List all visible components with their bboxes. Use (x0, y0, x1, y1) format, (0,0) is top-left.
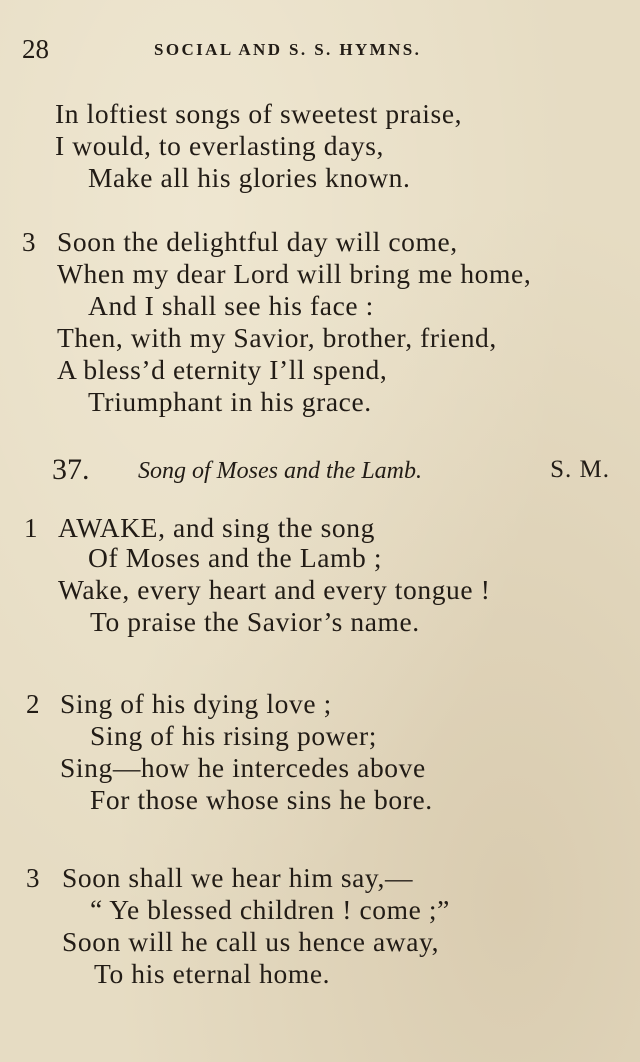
stanza-number: 3 (26, 863, 40, 893)
hymn-title: Song of Moses and the Lamb. (138, 458, 422, 484)
verse-line: And I shall see his face : (88, 290, 374, 321)
verse-line: Sing of his rising power; (90, 720, 377, 751)
verse-line: To his eternal home. (94, 958, 331, 989)
verse-line: Soon shall we hear him say,— (62, 862, 414, 893)
running-head: SOCIAL AND S. S. HYMNS. (154, 40, 422, 59)
verse-line: Soon the delightful day will come, (57, 226, 458, 257)
stanza-number: 3 (22, 227, 36, 257)
verse-line: AWAKE, and sing the song (58, 512, 375, 543)
verse-line: Sing—how he intercedes above (60, 752, 426, 783)
verse-line: To praise the Savior’s name. (90, 606, 420, 637)
page-header (22, 34, 622, 64)
verse-line: “ Ye blessed children ! come ;” (90, 894, 450, 925)
stanza-number: 2 (26, 689, 40, 719)
stanza-number: 1 (24, 513, 38, 543)
verse-line: Make all his glories known. (88, 162, 411, 193)
verse-line: I would, to everlasting days, (55, 130, 385, 161)
verse-line: Wake, every heart and every tongue ! (58, 574, 491, 605)
verse-line: Of Moses and the Lamb ; (88, 542, 383, 573)
hymn-number: 37. (52, 453, 90, 486)
verse-line: Soon will he call us hence away, (62, 926, 440, 957)
verse-line: Sing of his dying love ; (60, 688, 332, 719)
verse-line: In loftiest songs of sweetest praise, (55, 98, 463, 129)
page-number: 28 (22, 34, 49, 64)
verse-line: When my dear Lord will bring me home, (57, 258, 532, 289)
verse-line: For those whose sins he bore. (90, 784, 433, 815)
hymn-meter: S. M. (550, 456, 610, 483)
verse-line: Then, with my Savior, brother, friend, (57, 322, 497, 353)
verse-line: Triumphant in his grace. (88, 386, 372, 417)
hymn-heading (52, 452, 622, 488)
verse-line: A bless’d eternity I’ll spend, (57, 354, 388, 385)
